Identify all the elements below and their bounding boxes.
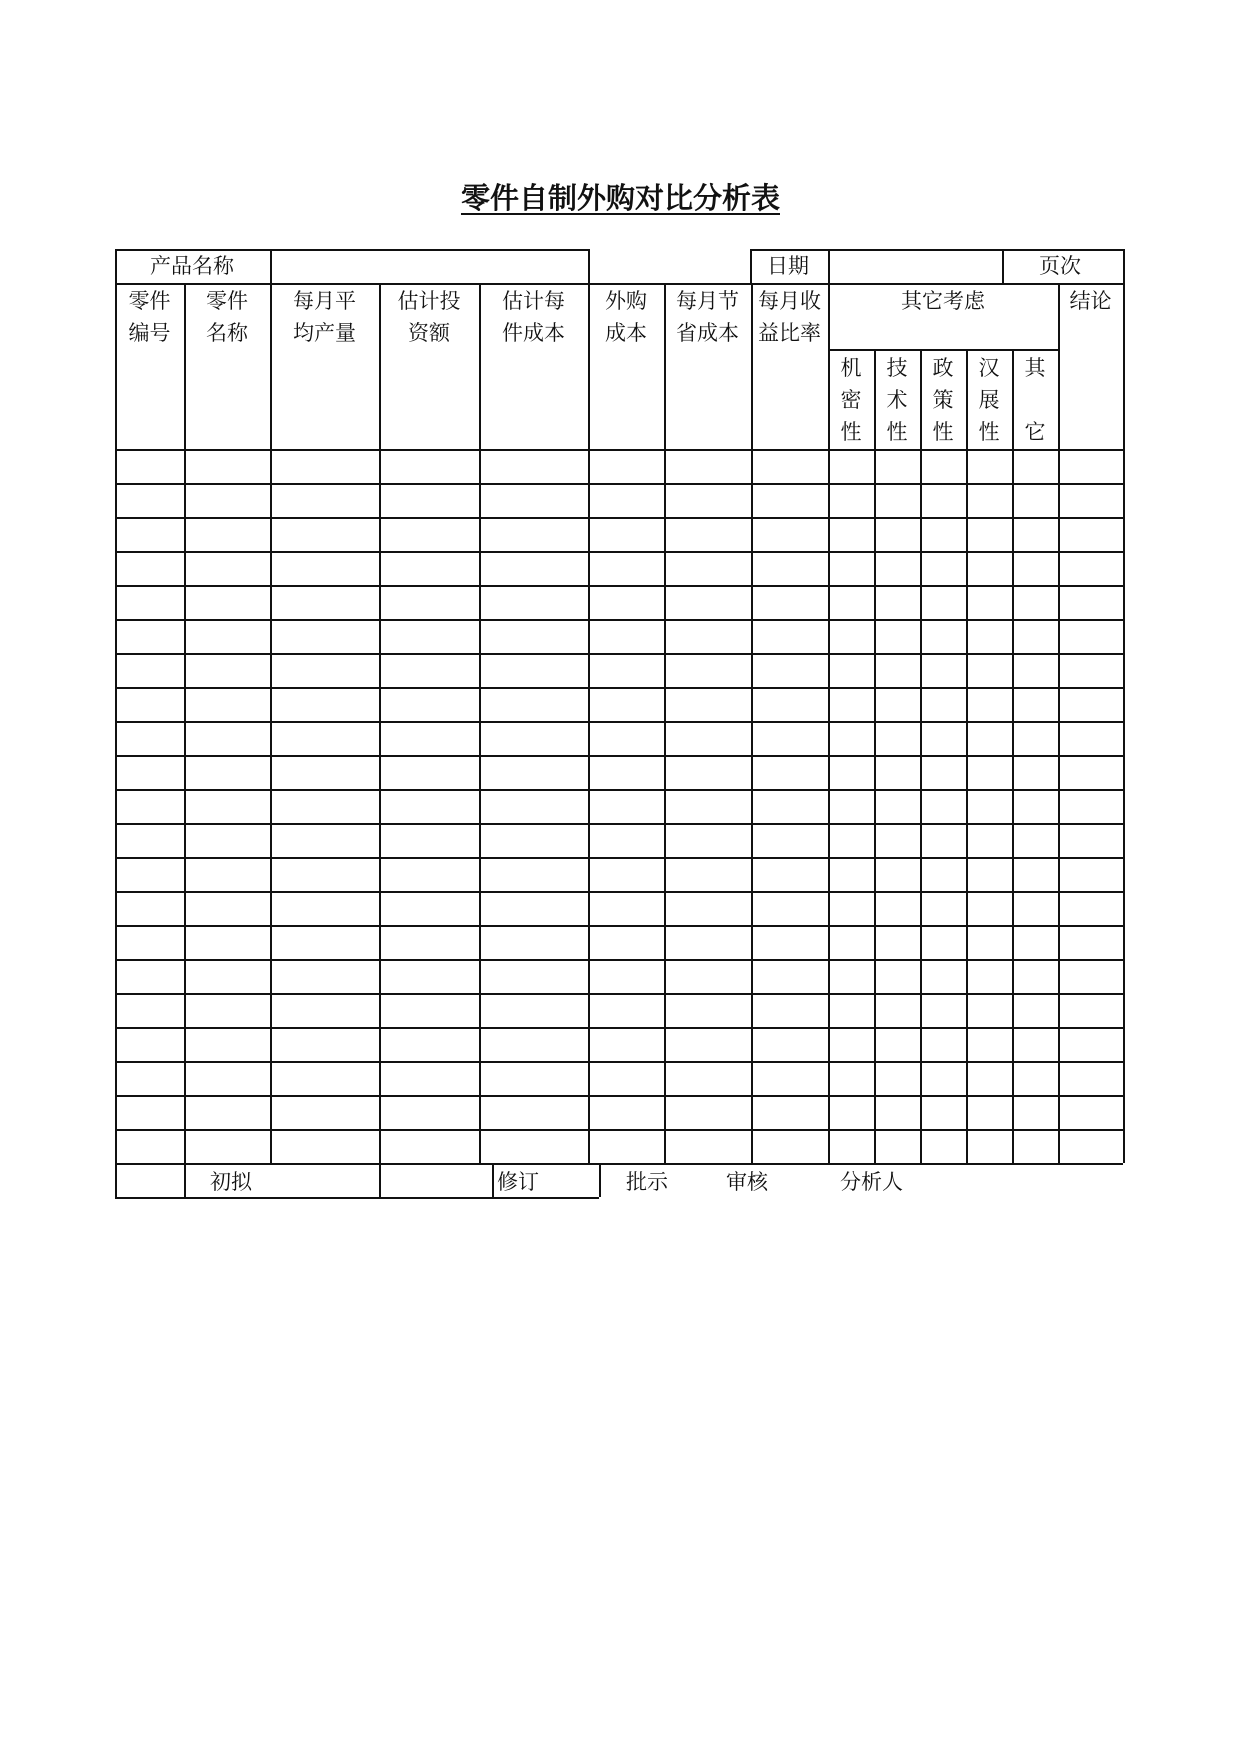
grid-line — [379, 1163, 381, 1197]
page-label: 页次 — [1039, 254, 1081, 278]
col-est-investment-line1: 估计投 — [397, 289, 461, 313]
grid-line — [115, 449, 1123, 451]
grid-line — [750, 249, 752, 283]
grid-line — [115, 687, 1123, 689]
grid-line — [588, 283, 590, 1163]
col-purchase-cost-line1: 外购 — [605, 289, 647, 313]
col-monthly-saving-line1: 每月节 — [676, 289, 739, 313]
date-label: 日期 — [767, 254, 809, 278]
col-part-name-line2: 名称 — [206, 321, 248, 345]
grid-line — [115, 891, 1123, 893]
grid-line — [751, 283, 753, 1163]
grid-line — [115, 619, 1123, 621]
grid-line — [1123, 249, 1125, 1163]
grid-line — [115, 721, 1123, 723]
sub-col-4-char2: 展 — [978, 388, 1000, 412]
page-title: 零件自制外购对比分析表 — [460, 181, 780, 215]
product-name-label: 产品名称 — [150, 254, 234, 278]
grid-line — [115, 585, 1123, 587]
sub-col-3-char2: 策 — [932, 388, 954, 412]
col-monthly-output-line1: 每月平 — [293, 289, 356, 313]
col-part-name-line1: 零件 — [206, 289, 248, 313]
grid-line — [115, 1061, 1123, 1063]
grid-line — [115, 1027, 1123, 1029]
grid-line — [115, 249, 588, 251]
grid-line — [115, 653, 1123, 655]
grid-line — [115, 959, 1123, 961]
grid-line — [115, 823, 1123, 825]
grid-line — [115, 925, 1123, 927]
col-conclusion: 结论 — [1069, 289, 1112, 313]
sub-col-3-char3: 性 — [932, 420, 954, 444]
footer-revise-label: 修订 — [497, 1170, 539, 1194]
grid-line — [115, 993, 1123, 995]
footer-approve-label: 批示 — [626, 1170, 668, 1194]
grid-line — [828, 249, 830, 283]
grid-line — [1058, 283, 1060, 1163]
sub-col-5-char3: 它 — [1024, 420, 1046, 444]
grid-line — [270, 249, 272, 283]
grid-line — [664, 283, 666, 1163]
col-est-unit-cost-line2: 件成本 — [502, 321, 565, 345]
grid-line — [115, 517, 1123, 519]
grid-line — [750, 249, 1123, 251]
col-monthly-return-line1: 每月收 — [758, 289, 821, 313]
grid-line — [115, 1197, 599, 1199]
sub-col-4-char3: 性 — [978, 420, 1000, 444]
footer-review-label: 审核 — [726, 1170, 768, 1194]
col-monthly-output-line2: 均产量 — [293, 321, 356, 345]
col-monthly-return-line2: 益比率 — [758, 321, 821, 345]
sub-col-1-char1: 机 — [840, 356, 862, 380]
sub-col-1-char2: 密 — [840, 388, 862, 412]
grid-line — [115, 857, 1123, 859]
col-purchase-cost-line2: 成本 — [605, 321, 647, 345]
grid-line — [115, 1095, 1123, 1097]
sub-col-2-char3: 性 — [886, 420, 908, 444]
col-monthly-saving-line2: 省成本 — [676, 321, 739, 345]
col-other-considerations: 其它考虑 — [901, 289, 985, 313]
col-est-investment-line2: 资额 — [408, 321, 450, 345]
sub-col-2-char1: 技 — [886, 356, 908, 380]
grid-line — [115, 789, 1123, 791]
grid-line — [115, 283, 1123, 285]
grid-line — [828, 349, 1058, 351]
grid-line — [115, 483, 1123, 485]
col-part-no-line1: 零件 — [128, 289, 171, 313]
sub-col-1-char3: 性 — [840, 420, 862, 444]
sub-col-5-char1: 其 — [1024, 356, 1046, 380]
grid-line — [115, 1129, 1123, 1131]
sub-col-2-char2: 术 — [886, 388, 908, 412]
grid-line — [379, 283, 381, 1163]
grid-line — [184, 1163, 186, 1197]
grid-line — [115, 551, 1123, 553]
grid-line — [1002, 249, 1004, 283]
grid-line — [492, 1163, 494, 1197]
col-part-no-line2: 编号 — [128, 321, 171, 345]
sub-col-3-char1: 政 — [932, 356, 954, 380]
grid-line — [599, 1163, 601, 1197]
grid-line — [115, 249, 117, 1197]
grid-line — [115, 1163, 1123, 1165]
grid-line — [184, 283, 186, 1163]
grid-line — [588, 249, 590, 283]
grid-line — [270, 283, 272, 1163]
grid-line — [479, 283, 481, 1163]
grid-line — [115, 755, 1123, 757]
col-est-unit-cost-line1: 估计每 — [502, 289, 565, 313]
grid-line — [828, 283, 830, 1163]
sub-col-4-char1: 汉 — [978, 356, 1000, 380]
footer-draft-label: 初拟 — [210, 1170, 252, 1194]
footer-analyst-label: 分析人 — [840, 1170, 903, 1194]
